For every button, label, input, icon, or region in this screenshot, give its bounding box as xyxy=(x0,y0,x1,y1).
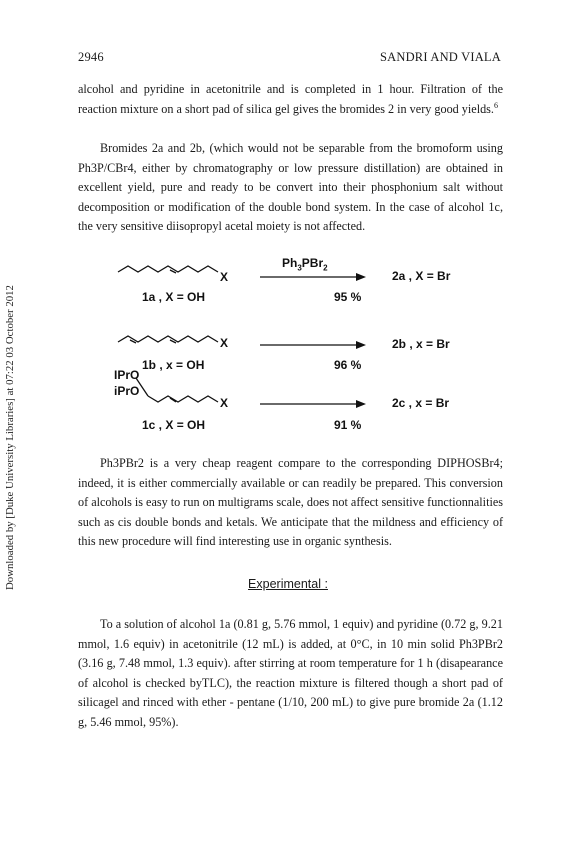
arrow-2-head xyxy=(356,341,366,349)
section-title-text: Experimental : xyxy=(248,577,328,591)
paragraph-2-text: Bromides 2a and 2b, (which would not be separable from the bromoform using Ph3P/CBr4, either by chromatography or low pressure distillation) are obtained in excellent yield, pure and ready to be convert into their phosphonium salt without decomposition or modification of the double bond system. In the case of alcohol 1c, the very sensitive diisopropyl acetal moiety is not affected. xyxy=(78,141,503,233)
paragraph-2 xyxy=(78,139,503,237)
paragraph-3 xyxy=(78,454,503,552)
paragraph-4 xyxy=(78,615,503,732)
yield-1a: 95 % xyxy=(334,290,362,304)
running-title: SANDRI AND VIALA xyxy=(379,50,501,64)
ref-6: 6 xyxy=(493,100,498,110)
arrow-3-head xyxy=(356,400,366,408)
product-2a: 2a , X = Br xyxy=(392,269,451,283)
yield-1c: 91 % xyxy=(334,418,362,432)
acetal-bottom-label: iPrO xyxy=(114,384,140,398)
start-1b: 1b , x = OH xyxy=(142,358,205,372)
arrow-1-head xyxy=(356,273,366,281)
acetal-top-label: IPrO xyxy=(114,368,140,382)
page-number: 2946 xyxy=(78,50,104,64)
start-1a: 1a , X = OH xyxy=(142,290,206,304)
reagent-label: $Ph_3PBr_2$ xyxy=(282,256,328,273)
chain-1a xyxy=(118,266,218,272)
x-1a: X xyxy=(220,270,229,284)
paragraph-4-text: To a solution of alcohol 1a (0.81 g, 5.76 mmol, 1 equiv) and pyridine (0.72 g, 9.21 mmol, 1.6 equiv) in acetonitrile (12 mL) is added, at 0°C, in 10 min solid Ph3PBr2 (3.16 g, 7.48 mmol, 1.3 equiv). after stirring at room temperature for 1 h (disapearance of alcohol is checked byTLC), the reaction mixture is filtered though a short pad of silicagel and rinced with ether - pentane (1/10, 200 mL) to give pure bromide 2a (1.12 g, 5.46 mmol, 95%). xyxy=(78,617,503,729)
product-2c: 2c , x = Br xyxy=(392,396,450,410)
download-note: Downloaded by [Duke University Libraries] at 07:22 03 October 2012 xyxy=(4,285,16,590)
chain-1c xyxy=(148,396,218,402)
x-1c: X xyxy=(220,396,229,410)
product-2b: 2b , x = Br xyxy=(392,337,450,351)
paragraph-1-text: alcohol and pyridine in acetonitrile and is completed in 1 hour. Filtration of the reaction mixture on a short pad of silica gel gives the bromides 2 in very good yields. xyxy=(78,82,503,116)
paragraph-1 xyxy=(78,80,503,119)
yield-1b: 96 % xyxy=(334,358,362,372)
paragraph-3-text: Ph3PBr2 is a very cheap reagent compare to the corresponding DIPHOSBr4; indeed, it is either commercially available or can readily be prepared. This conversion of alcohols is easy to run on multigrams scale, does not affect sensitive functionnalities such as cis double bonds and ketals. We anticipate that the mildness and efficiency of this new procedure will find interesting use in organic synthesis. xyxy=(78,456,503,548)
start-1c: 1c , X = OH xyxy=(142,418,206,432)
x-1b: X xyxy=(220,336,229,350)
